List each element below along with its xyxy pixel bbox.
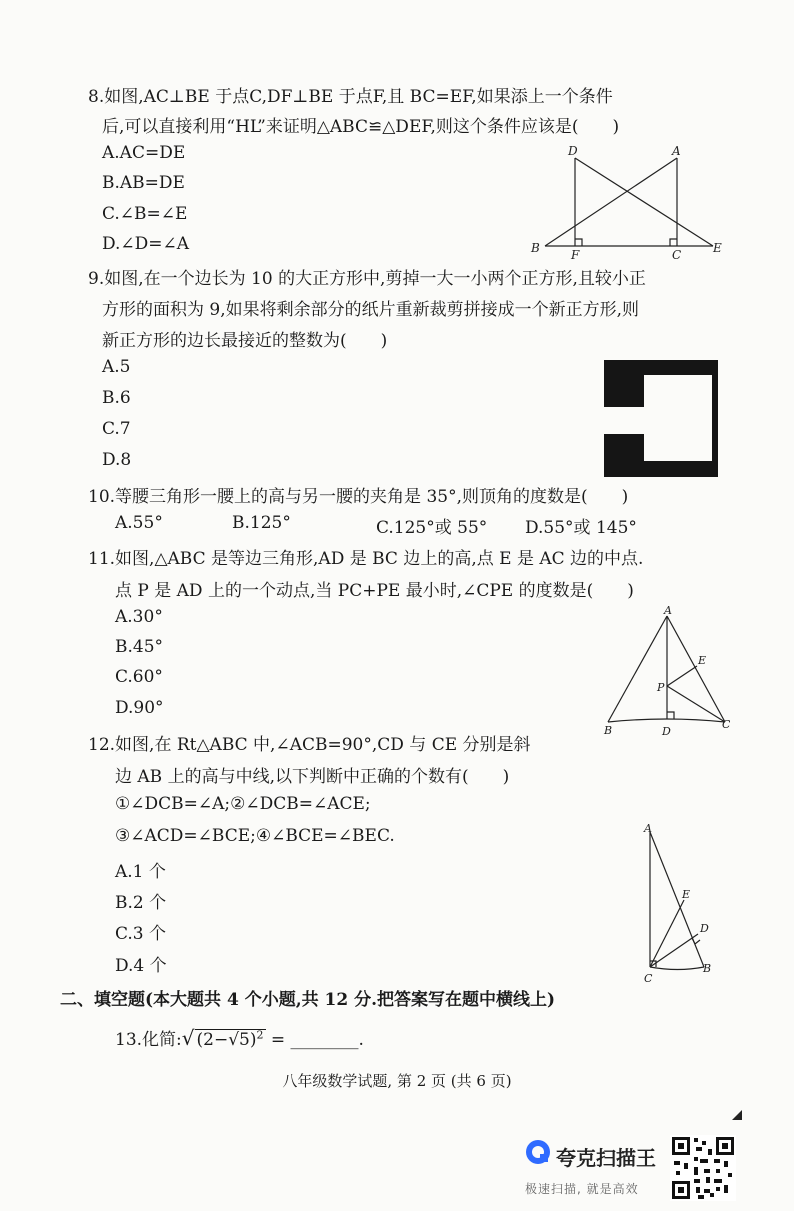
q8-option-b: B.AB=DE	[102, 173, 185, 193]
q8-option-d: D.∠D=∠A	[102, 234, 190, 254]
q12-label-b: B	[703, 962, 712, 975]
q8-label-a: A	[672, 144, 681, 158]
q8-right-angle-f	[575, 239, 582, 246]
q12-figure	[640, 822, 720, 988]
q13-exponent: 2	[256, 1028, 264, 1042]
q12-option-b: B.2 个	[115, 893, 167, 913]
q11-label-c: C	[722, 718, 730, 731]
qr-code-icon	[670, 1135, 736, 1201]
q8-line-ab	[545, 158, 677, 246]
q9-option-c: C.7	[102, 419, 131, 439]
q11-label-b: B	[604, 724, 613, 737]
q12-option-c: C.3 个	[115, 924, 167, 944]
q8-stem-line2: 后,可以直接利用“HL”来证明△ABC≌△DEF,则这个条件应该是( )	[102, 117, 620, 137]
q12-line-ab	[650, 832, 704, 967]
q11-label-a: A	[664, 604, 672, 617]
q11-stem-line2: 点 P 是 AD 上的一个动点,当 PC+PE 最小时,∠CPE 的度数是( )	[115, 581, 634, 601]
q12-option-d: D.4 个	[115, 956, 167, 976]
corner-mark	[732, 1110, 742, 1120]
q13-line	[115, 1025, 364, 1050]
q12-label-a: A	[644, 822, 652, 835]
q12-statements-3-4: ③∠ACD=∠BCE;④∠BCE=∠BEC.	[115, 826, 395, 846]
scanner-brand: 夸克扫描王	[556, 1146, 656, 1170]
q12-line-ce	[650, 900, 684, 967]
q9-stem-line2: 方形的面积为 9,如果将剩余部分的纸片重新裁剪拼接成一个新正方形,则	[102, 300, 640, 320]
q8-option-c: C.∠B=∠E	[102, 204, 188, 224]
q8-right-angle-c	[670, 239, 677, 246]
q10-option-c: C.125°或 55°	[376, 518, 488, 538]
q13-prefix: 13.化简:	[115, 1030, 182, 1050]
q9-stem-line3: 新正方形的边长最接近的整数为( )	[102, 331, 388, 351]
q11-label-d: D	[662, 725, 671, 738]
q11-line-pe	[667, 666, 697, 686]
q11-line-ab	[608, 616, 667, 722]
q11-line-ac	[667, 616, 725, 722]
q11-option-c: C.60°	[115, 667, 163, 687]
q11-option-a: A.30°	[115, 607, 163, 627]
q9-cut-small-square	[604, 407, 644, 434]
q8-figure	[525, 142, 725, 260]
q8-stem-line1: 8.如图,AC⊥BE 于点C,DF⊥BE 于点F,且 BC=EF,如果添上一个条件	[88, 87, 613, 107]
q10-stem: 10.等腰三角形一腰上的高与另一腰的夹角是 35°,则顶角的度数是( )	[88, 487, 629, 507]
q13-radicand-text: (2−√5)	[196, 1030, 257, 1050]
q10-option-a: A.55°	[115, 513, 163, 533]
q13-sqrt-sign: √	[181, 1026, 195, 1050]
q12-stem-line2: 边 AB 上的高与中线,以下判断中正确的个数有( )	[115, 767, 510, 787]
q11-stem-line1: 11.如图,△ABC 是等边三角形,AD 是 BC 边上的高,点 E 是 AC 边的中点.	[88, 549, 644, 569]
q11-right-angle-d	[667, 712, 674, 719]
q11-line-bc	[608, 719, 725, 722]
q8-label-b: B	[531, 241, 540, 255]
q12-label-e: E	[682, 888, 691, 901]
q12-line-cd	[650, 934, 698, 967]
q9-option-b: B.6	[102, 388, 131, 408]
q8-label-e: E	[713, 241, 722, 255]
q8-label-f: F	[571, 248, 580, 260]
q11-option-b: B.45°	[115, 637, 164, 657]
q12-line-cb	[650, 967, 704, 970]
q8-label-c: C	[672, 248, 682, 260]
q9-option-a: A.5	[102, 357, 131, 377]
scanner-logo-icon	[524, 1138, 552, 1166]
q10-option-b: B.125°	[232, 513, 291, 533]
q8-label-d: D	[568, 144, 578, 158]
page-footer: 八年级数学试题, 第 2 页 (共 6 页)	[282, 1072, 512, 1090]
q9-stem-line1: 9.如图,在一个边长为 10 的大正方形中,剪掉一大一小两个正方形,且较小正	[88, 269, 646, 289]
q13-radicand	[195, 1029, 266, 1050]
q11-option-d: D.90°	[115, 698, 164, 718]
q8-option-a: A.AC=DE	[102, 143, 186, 163]
q9-option-d: D.8	[102, 450, 132, 470]
q12-label-d: D	[700, 922, 709, 935]
q12-option-a: A.1 个	[115, 862, 166, 882]
q9-cut-large-square	[644, 375, 712, 461]
scanner-slogan: 极速扫描, 就是高效	[525, 1182, 639, 1196]
q9-figure	[604, 360, 718, 477]
q11-figure	[602, 604, 730, 740]
q13-answer-blank: = ________.	[265, 1030, 364, 1050]
q11-line-pc	[667, 686, 725, 722]
q12-stem-line1: 12.如图,在 Rt△ABC 中,∠ACB=90°,CD 与 CE 分别是斜	[88, 735, 531, 755]
q12-label-c: C	[644, 972, 653, 985]
q10-option-d: D.55°或 145°	[525, 518, 637, 538]
q12-statements-1-2: ①∠DCB=∠A;②∠DCB=∠ACE;	[115, 794, 371, 814]
section-2-heading: 二、填空题(本大题共 4 个小题,共 12 分.把答案写在题中横线上)	[60, 990, 556, 1010]
q8-line-de	[575, 158, 713, 246]
q11-label-e: E	[698, 654, 707, 667]
q11-label-p: P	[657, 681, 665, 694]
